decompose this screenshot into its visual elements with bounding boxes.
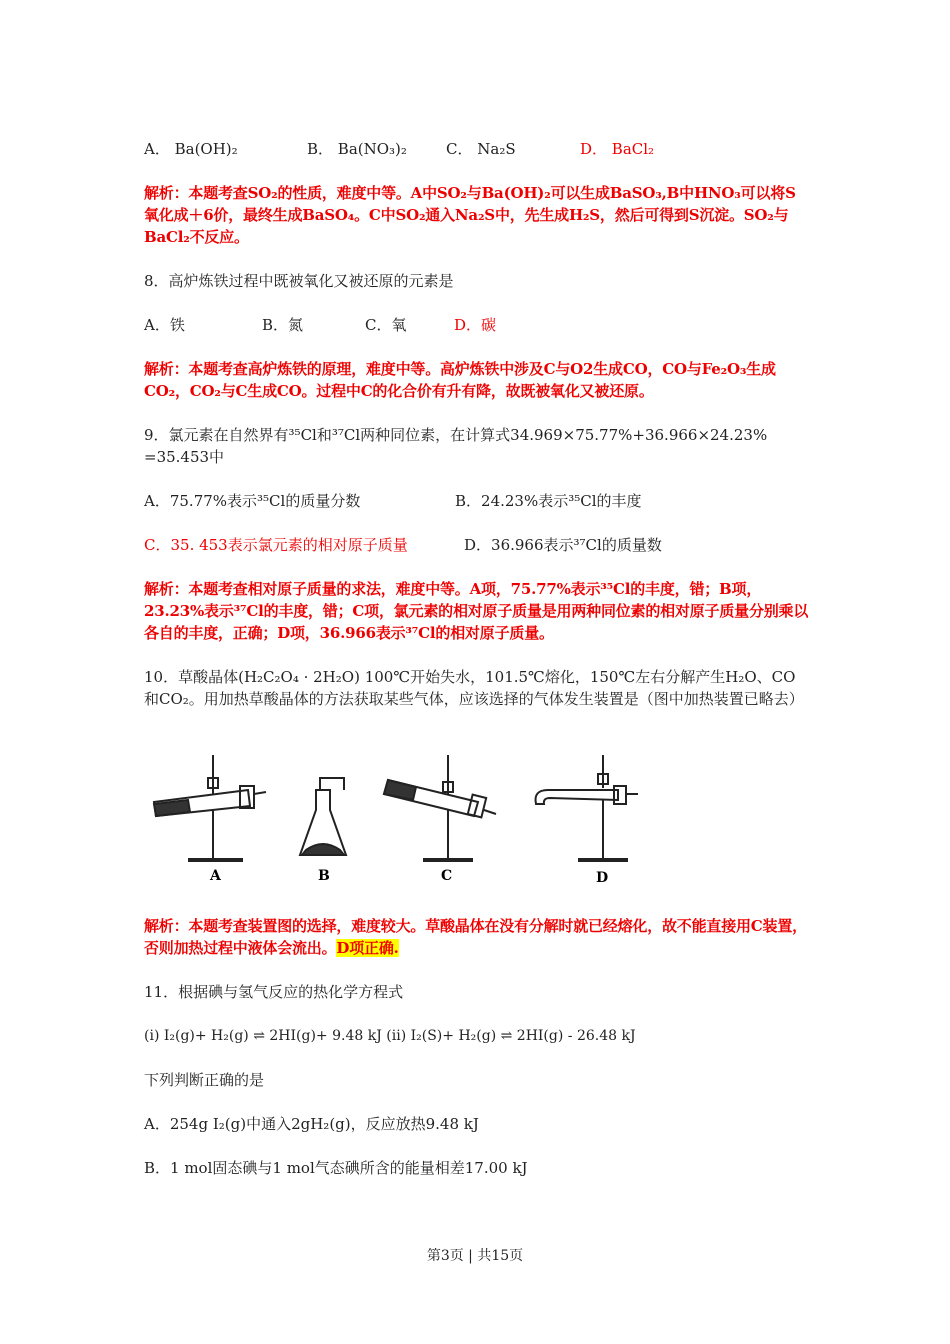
- q7-explanation: 解析：本题考查SO₂的性质，难度中等。A中SO₂与Ba(OH)₂可以生成BaSO₃,B中HNO₃可以将S氧化成＋6价，最终生成BaSO₄。C中SO₂通入Na₂S中，先生成H₂S，然后可得到S沉淀。SO₂与BaCl₂不反应。: [144, 184, 796, 246]
- apparatus-c: [384, 755, 496, 860]
- apparatus-b: [300, 778, 346, 855]
- q8-stem: 8．高炉炼铁过程中既被氧化又被还原的元素是: [144, 272, 454, 290]
- q10-answer-highlight: D项正确.: [336, 939, 399, 957]
- q11-option-b: B．1 mol固态碘与1 mol气态碘所含的能量相差17.00 kJ: [144, 1159, 528, 1177]
- q7-option-b: B． Ba(NO₃)₂: [307, 140, 407, 158]
- q10-stem: 10．草酸晶体(H₂C₂O₄ · 2H₂O) 100℃开始失水，101.5℃熔化，150℃左右分解产生H₂O、CO和CO₂。用加热草酸晶体的方法获取某些气体，应该选择的气体发生装置是（图中加热装置已略去）: [144, 668, 804, 708]
- q8-option-a: A．铁: [144, 316, 185, 334]
- apparatus-a: [154, 755, 266, 860]
- q9-explanation: 解析：本题考查相对原子质量的求法，难度中等。A项，75.77%表示³⁵Cl的丰度，错；B项，23.23%表示³⁷Cl的丰度，错；C项，氯元素的相对原子质量是用两种同位素的相对原子质量分别乘以各自的丰度，正确；D项，36.966表示³⁷Cl的相对原子质量。: [144, 580, 809, 642]
- figure-label-b: B: [318, 868, 330, 884]
- q8-explanation: 解析：本题考查高炉炼铁的原理，难度中等。高炉炼铁中涉及C与O2生成CO，CO与Fe₂O₃生成CO₂，CO₂与C生成CO。过程中C的化合价有升有降，故既被氧化又被还原。: [144, 360, 776, 400]
- q11-prompt: 下列判断正确的是: [144, 1071, 265, 1089]
- q11-stem: 11．根据碘与氢气反应的热化学方程式: [144, 983, 404, 1001]
- apparatus-d: [536, 755, 639, 860]
- q10-explanation-text: 解析：本题考查装置图的选择，难度较大。草酸晶体在没有分解时就已经熔化，故不能直接用C装置，否则加热过程中液体会流出。: [144, 917, 807, 957]
- q7-option-d-answer: D． BaCl₂: [580, 140, 655, 158]
- q9-option-d: D．36.966表示³⁷Cl的质量数: [464, 536, 662, 554]
- q10-explanation: [144, 915, 809, 959]
- q7-option-c: C． Na₂S: [446, 140, 516, 158]
- q8-option-c: C．氧: [365, 316, 407, 334]
- q9-option-a: A．75.77%表示³⁵Cl的质量分数: [144, 492, 361, 510]
- q11-option-a: A．254g I₂(g)中通入2gH₂(g)，反应放热9.48 kJ: [144, 1115, 479, 1133]
- apparatus-figure: [148, 750, 658, 890]
- figure-label-d: D: [596, 870, 609, 886]
- q11-equations: (i) I₂(g)+ H₂(g) ⇌ 2HI(g)+ 9.48 kJ (ii) I₂(S)+ H₂(g) ⇌ 2HI(g) - 26.48 kJ: [144, 1028, 636, 1044]
- page-footer: 第3页 | 共15页: [426, 1248, 524, 1264]
- figure-label-c: C: [441, 868, 453, 884]
- q8-option-d-answer: D．碳: [454, 316, 497, 334]
- figure-label-a: A: [210, 868, 221, 884]
- q9-option-b: B．24.23%表示³⁵Cl的丰度: [455, 492, 642, 510]
- q9-stem: 9．氯元素在自然界有³⁵Cl和³⁷Cl两种同位素，在计算式34.969×75.77%+36.966×24.23% =35.453中: [144, 426, 768, 466]
- q8-option-b: B．氮: [262, 316, 304, 334]
- q7-option-a: A． Ba(OH)₂: [144, 140, 238, 158]
- q9-option-c-answer: C．35. 453表示氯元素的相对原子质量: [144, 536, 408, 554]
